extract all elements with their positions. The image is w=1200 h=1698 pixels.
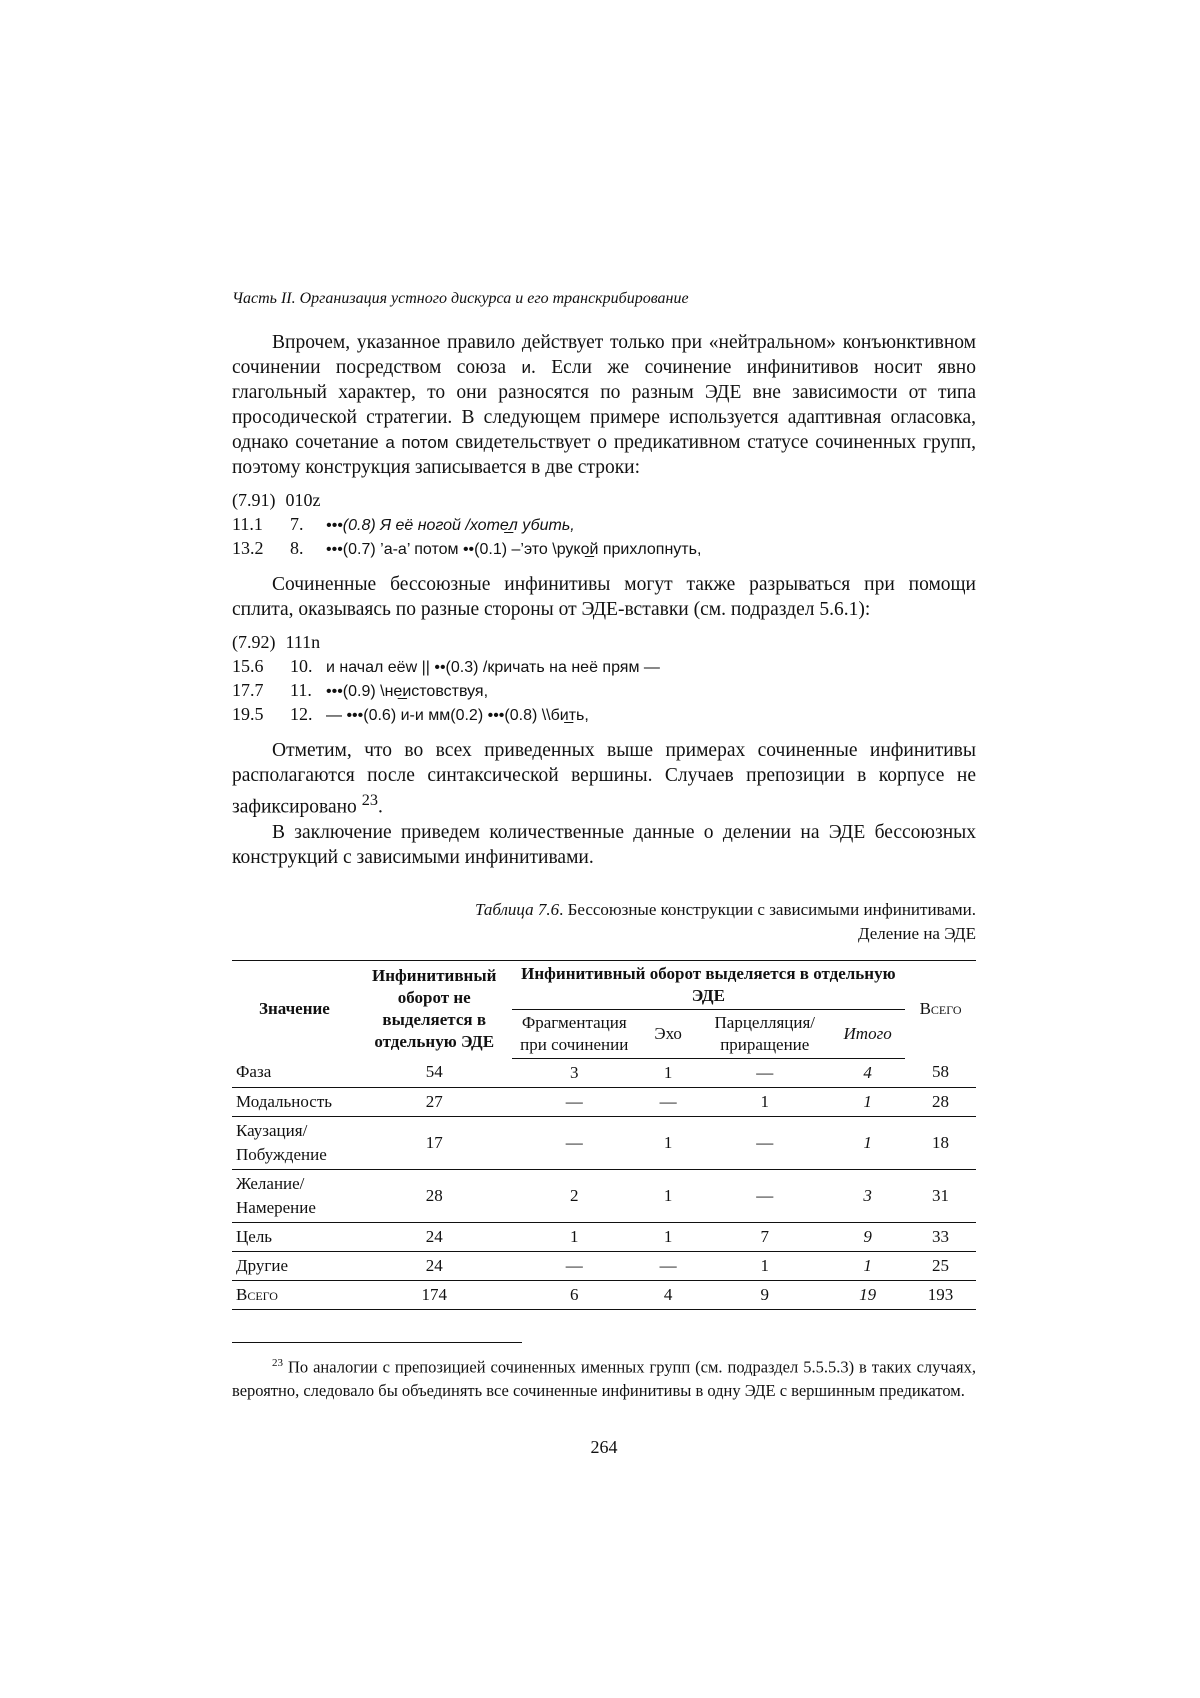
cell: —	[637, 1087, 700, 1116]
header-fragmentation: Фрагментация при сочинении	[512, 1009, 637, 1058]
header-meaning: Значение	[232, 960, 357, 1058]
table-caption-text: . Бессоюзные конструкции с зависимыми инфинитивами.	[559, 899, 976, 919]
cell: 1	[637, 1058, 700, 1087]
cell: 1	[699, 1087, 830, 1116]
example-code: 111n	[285, 632, 321, 652]
cell: 9	[699, 1280, 830, 1309]
table-caption	[232, 898, 976, 946]
line-number: 7.	[290, 514, 304, 534]
example-7-91	[232, 488, 976, 560]
example-line	[232, 678, 976, 702]
cell: 33	[905, 1222, 976, 1251]
running-head: Часть II. Организация устного дискурса и его транскрибирование	[232, 290, 689, 307]
paragraph-3-text: Отметим, что во всех приведенных выше примерах сочиненные инфинитивы располагаются после синтаксической вершины. Случаев препозиции в корпусе не зафиксировано	[232, 740, 976, 818]
cell: —	[699, 1058, 830, 1087]
example-number: (7.91)	[232, 490, 276, 510]
paragraph-2: Сочиненные бессоюзные инфинитивы могут также разрываться при помощи сплита, оказываясь по разные стороны от ЭДЕ-вставки (см. подраздел 5.6.1):	[232, 574, 976, 620]
page	[232, 290, 976, 1458]
paragraph-1-text-c: свидетельствует о предикативном статусе сочиненных групп, поэтому конструкция записывается в две строки:	[232, 432, 976, 478]
example-line	[232, 536, 976, 560]
table-row	[232, 1251, 976, 1280]
cell: 27	[357, 1087, 512, 1116]
line-text: — •••(0.6) и-и мм(0.2) •••(0.8) \\би̲ть,	[326, 707, 589, 724]
table-row	[232, 1222, 976, 1251]
header-not-separated: Инфинитивный оборот не выделяется в отдельную ЭДЕ	[357, 960, 512, 1058]
footnote-reference[interactable]: 23	[361, 791, 378, 809]
cell: —	[512, 1116, 637, 1169]
line-text: •••(0.8) Я её ногой /хоте̲л убить,	[326, 517, 575, 534]
example-line	[232, 654, 976, 678]
line-number: 12.	[290, 704, 313, 724]
cell: 193	[905, 1280, 976, 1309]
cell: 24	[357, 1222, 512, 1251]
cell: —	[512, 1251, 637, 1280]
example-code: 010z	[285, 490, 321, 510]
footnote-number: 23	[272, 1356, 283, 1369]
table-row	[232, 1087, 976, 1116]
table-row-total	[232, 1280, 976, 1309]
example-number: (7.92)	[232, 632, 276, 652]
header-subtotal: Итого	[830, 1009, 905, 1058]
footnote-text: По аналогии с препозицией сочиненных именных групп (см. подраздел 5.5.5.3) в таких случаях, вероятно, следовало бы объединять все сочиненные инфинитивы в одну ЭДЕ с вершинным предикатом.	[232, 1357, 976, 1400]
example-7-92	[232, 630, 976, 726]
row-label: Всего	[232, 1280, 357, 1309]
example-line	[232, 702, 976, 726]
cell: 4	[830, 1058, 905, 1087]
cell: 2	[512, 1169, 637, 1222]
header-total: Всего	[905, 960, 976, 1058]
cell: 28	[357, 1169, 512, 1222]
cell: 19	[830, 1280, 905, 1309]
cell: 1	[830, 1087, 905, 1116]
data-table	[232, 960, 976, 1310]
cell: 4	[637, 1280, 700, 1309]
row-label: Другие	[232, 1251, 357, 1280]
header-parcellation: Парцелляция/ приращение	[699, 1009, 830, 1058]
cell: 1	[637, 1116, 700, 1169]
example-line	[232, 512, 976, 536]
example-header	[232, 630, 976, 654]
timestamp: 11.1	[232, 514, 263, 534]
timestamp: 17.7	[232, 680, 264, 700]
footnote	[232, 1351, 976, 1404]
row-label: Каузация/ Побуждение	[232, 1116, 357, 1169]
line-number: 10.	[290, 656, 313, 676]
cell: 28	[905, 1087, 976, 1116]
line-number: 8.	[290, 538, 304, 558]
conjunction-i: и	[521, 358, 531, 377]
paragraph-1	[232, 330, 976, 480]
table-row	[232, 1058, 976, 1087]
phrase-a-potom: а потом	[385, 433, 449, 452]
timestamp: 19.5	[232, 704, 264, 724]
cell: 54	[357, 1058, 512, 1087]
cell: —	[637, 1251, 700, 1280]
cell: —	[512, 1087, 637, 1116]
cell: 1	[637, 1222, 700, 1251]
cell: 25	[905, 1251, 976, 1280]
table-caption-label: Таблица 7.6	[475, 899, 560, 919]
timestamp: 15.6	[232, 656, 264, 676]
cell: 58	[905, 1058, 976, 1087]
row-label: Желание/ Намерение	[232, 1169, 357, 1222]
cell: —	[699, 1169, 830, 1222]
page-number: 264	[590, 1437, 618, 1457]
row-label: Фаза	[232, 1058, 357, 1087]
cell: 1	[699, 1251, 830, 1280]
footnote-divider	[232, 1342, 522, 1343]
header-separated: Инфинитивный оборот выделяется в отдельную ЭДЕ	[512, 960, 906, 1009]
line-text: и начал еёw || ••(0.3) /кричать на неё прям —	[326, 659, 660, 676]
line-text: •••(0.7) ’а-а’ потом ••(0.1) –’это \руко̲й прихлопнуть,	[326, 541, 702, 558]
paragraph-3-end: .	[377, 796, 383, 818]
cell: 1	[830, 1116, 905, 1169]
paragraph-1-text-b: . Если же сочинение инфинитивов носит явно глагольный характер, то они разносятся по разным ЭДЕ вне зависимости от типа просодической стратегии. В следующем примере используется адаптивная огласовка, однако сочетание	[232, 357, 976, 453]
header-echo: Эхо	[637, 1009, 700, 1058]
timestamp: 13.2	[232, 538, 264, 558]
cell: 7	[699, 1222, 830, 1251]
paragraph-1-text-a: Впрочем, указанное правило действует только при «нейтральном» конъюнктивном сочинении посредством союза	[232, 332, 976, 378]
line-number: 11.	[290, 680, 312, 700]
line-text: •••(0.9) \не̲истовствуя,	[326, 683, 489, 700]
cell: 17	[357, 1116, 512, 1169]
cell: 1	[637, 1169, 700, 1222]
row-label: Модальность	[232, 1087, 357, 1116]
cell: 174	[357, 1280, 512, 1309]
table-row	[232, 1116, 976, 1169]
table-row	[232, 1169, 976, 1222]
cell: 1	[830, 1251, 905, 1280]
cell: 24	[357, 1251, 512, 1280]
paragraph-3	[232, 738, 976, 820]
example-header	[232, 488, 976, 512]
row-label: Цель	[232, 1222, 357, 1251]
cell: 6	[512, 1280, 637, 1309]
cell: 18	[905, 1116, 976, 1169]
paragraph-4: В заключение приведем количественные данные о делении на ЭДЕ бессоюзных конструкций с зависимыми инфинитивами.	[232, 821, 976, 868]
cell: 3	[512, 1058, 637, 1087]
cell: 9	[830, 1222, 905, 1251]
cell: 3	[830, 1169, 905, 1222]
table-caption-line2: Деление на ЭДЕ	[857, 923, 976, 943]
cell: 1	[512, 1222, 637, 1251]
cell: —	[699, 1116, 830, 1169]
cell: 31	[905, 1169, 976, 1222]
